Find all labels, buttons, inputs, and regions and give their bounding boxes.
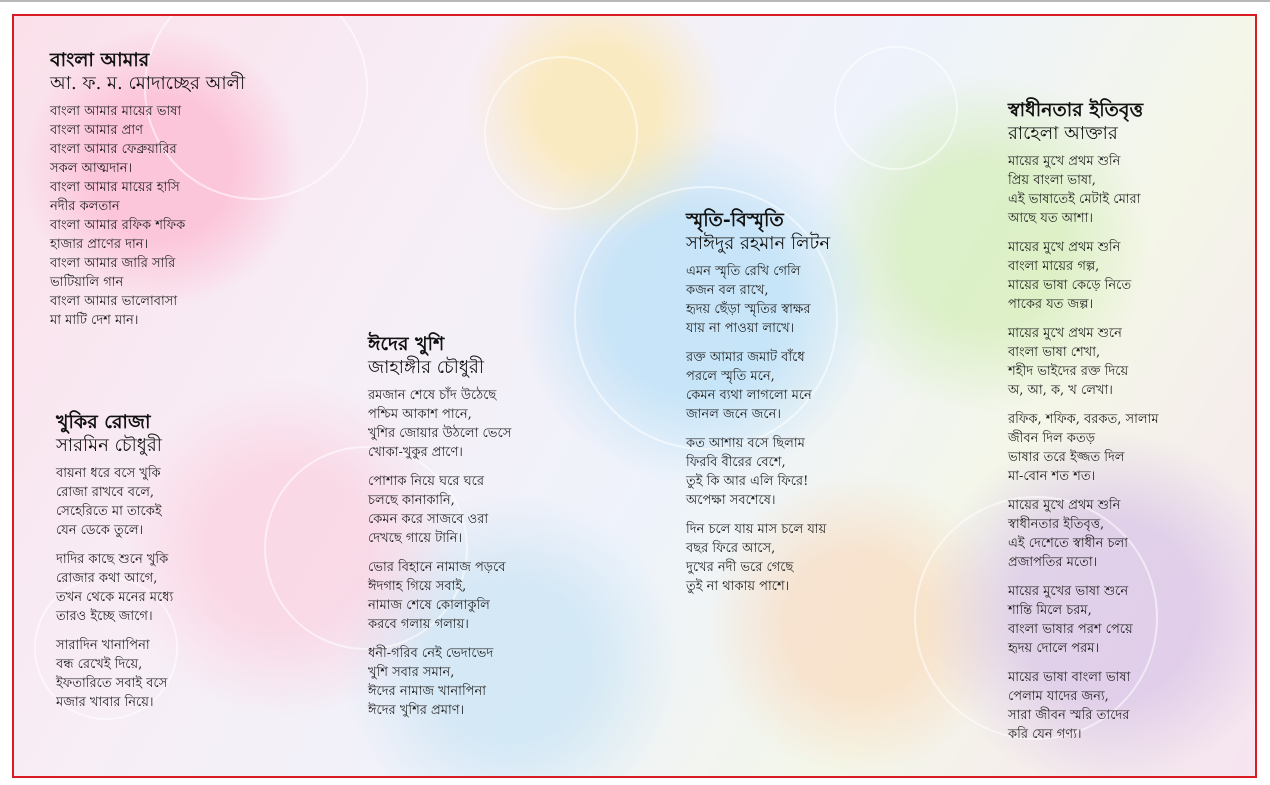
stanza — [368, 644, 511, 720]
stanza — [50, 102, 245, 330]
poem-line: মায়ের মুখের ভাষা শুনে — [1008, 584, 1129, 599]
poem-line: পাকের যত জল্প। — [1008, 297, 1094, 312]
poem-line: সকল আত্মদান। — [50, 161, 133, 176]
poem-line: ভাষার তরে ইজ্জত দিল — [1008, 450, 1125, 465]
poem-line: ভোর বিহানে নামাজ পড়বে — [368, 560, 506, 575]
poem-line: ঈদগাহ গিয়ে সবাই, — [368, 579, 467, 594]
poem-line: রক্ত আমার জমাট বাঁধে — [686, 350, 805, 365]
poem-line: ধনী-গরিব নেই ভেদাভেদ — [368, 646, 494, 661]
poem-line: যায় না পাওয়া লাখে। — [686, 321, 795, 336]
poem-line: বাংলা আমার রফিক শফিক — [50, 218, 186, 233]
poem-line: ভাটিয়ালি গান — [50, 275, 124, 290]
poem-line: রোজার কথা আগে, — [56, 571, 158, 586]
poem-line: মজার খাবার নিয়ে। — [56, 695, 154, 710]
poem-title: স্মৃতি-বিস্মৃতি — [686, 209, 784, 231]
stanza — [686, 262, 830, 338]
poem-author: আ. ফ. ম. মোদাচ্ছের আলী — [50, 73, 246, 94]
poem-line: মায়ের মুখে প্রথম শুনি — [1008, 498, 1121, 513]
poem-swadhinatar-itibritto — [1008, 98, 1159, 754]
poem-line: স্বাধীনতার ইতিবৃত্ত, — [1008, 517, 1105, 532]
stanza — [1008, 496, 1159, 572]
poem-line: বাংলা আমার জারি সারি — [50, 256, 176, 271]
poem-title: স্বাধীনতার ইতিবৃত্ত — [1008, 99, 1144, 121]
poem-line: বাংলা আমার মায়ের হাসি — [50, 180, 180, 195]
top-rule — [0, 0, 1270, 2]
poem-author: জাহাঙ্গীর চৌধুরী — [368, 357, 485, 378]
poem-title: বাংলা আমার — [50, 49, 150, 71]
poem-line: তুই না থাকায় পাশে। — [686, 579, 790, 594]
poem-title: খুকির রোজা — [56, 411, 151, 433]
poem-stanzas — [1008, 152, 1159, 744]
poem-line: রমজান শেষে চাঁদ উঠেছে — [368, 388, 497, 403]
stanza — [1008, 410, 1159, 486]
poem-line: বাংলা মায়ের গল্প, — [1008, 259, 1100, 274]
poem-line: রোজা রাখবে বলে, — [56, 485, 155, 500]
poem-line: সারা জীবন স্মরি তাদের — [1008, 708, 1130, 723]
stanza — [686, 434, 830, 510]
poem-line: চলছে কানাকানি, — [368, 493, 455, 508]
poem-line: দাদির কাছে শুনে খুকি — [56, 552, 169, 567]
stanza — [686, 348, 830, 424]
poem-line: তারও ইচ্ছে জাগে। — [56, 609, 153, 624]
poem-line: এই ভাষাতেই মেটাই মোরা — [1008, 192, 1141, 207]
poem-line: যেন ডেকে তুলে। — [56, 523, 144, 538]
poem-line: মায়ের মুখে প্রথম শুনি — [1008, 154, 1121, 169]
poem-line: বাংলা ভাষা শেখা, — [1008, 345, 1101, 360]
poem-line: রফিক, শফিক, বরকত, সালাম — [1008, 412, 1159, 427]
poem-stanzas — [56, 464, 173, 712]
poem-line: মায়ের ভাষা বাংলা ভাষা — [1008, 670, 1131, 685]
poem-line: বাংলা আমার প্রাণ — [50, 123, 143, 138]
poem-bangla-amar — [50, 48, 245, 340]
poem-line: হাজার প্রাণের দান। — [50, 237, 149, 252]
poem-line: দিন চলে যায় মাস চলে যায় — [686, 522, 827, 537]
poem-khukir-roja — [56, 410, 173, 722]
poem-stanzas — [686, 262, 830, 596]
poem-line: কত আশায় বসে ছিলাম — [686, 436, 805, 451]
poem-line: ঈদের নামাজ খানাপিনা — [368, 684, 487, 699]
poem-line: অ, আ, ক, খ লেখা। — [1008, 383, 1113, 398]
poem-line: প্রিয় বাংলা ভাষা, — [1008, 173, 1096, 188]
poem-line: মা-বোন শত শত। — [1008, 469, 1096, 484]
stanza — [368, 558, 511, 634]
poem-line: সেহেরিতে মা তাকেই — [56, 504, 162, 519]
poem-line: হৃদয় ছেঁড়া স্মৃতির স্বাক্ষর — [686, 302, 811, 317]
stanza — [56, 550, 173, 626]
stanza — [686, 520, 830, 596]
stanza — [1008, 668, 1159, 744]
poem-stanzas — [50, 102, 245, 330]
poem-line: খোকা-খুকুর প্রাণে। — [368, 445, 463, 460]
poem-line: নামাজ শেষে কোলাকুলি — [368, 598, 490, 613]
poem-line: দেখছে গায়ে টানি। — [368, 531, 463, 546]
stanza — [368, 472, 511, 548]
poem-line: পরলে স্মৃতি মনে, — [686, 369, 775, 384]
poem-line: শান্তি মিলে চরম, — [1008, 603, 1092, 618]
stanza — [368, 386, 511, 462]
poem-line: খুশি সবার সমান, — [368, 665, 455, 680]
stanza — [1008, 238, 1159, 314]
poem-line: ফিরবি বীরের বেশে, — [686, 455, 786, 470]
poem-line: শহীদ ভাইদের রক্ত দিয়ে — [1008, 364, 1129, 379]
poem-line: করি যেন গণ্য। — [1008, 727, 1082, 742]
poem-line: অপেক্ষা সবশেষে। — [686, 493, 776, 508]
poem-line: বছর ফিরে আসে, — [686, 541, 776, 556]
poem-line: মায়ের ভাষা কেড়ে নিতে — [1008, 278, 1132, 293]
poem-line: জানল জনে জনে। — [686, 407, 781, 422]
decor-bubble — [834, 46, 958, 170]
poem-line: নদীর কলতান — [50, 199, 120, 214]
poem-line: হৃদয় দোলে পরম। — [1008, 641, 1100, 656]
poem-stanzas — [368, 386, 511, 720]
poem-smriti-bismriti — [686, 208, 830, 606]
poem-line: ইফতারিতে সবাই বসে — [56, 676, 168, 691]
poem-line: সারাদিন খানাপিনা — [56, 638, 150, 653]
poem-line: কেমন করে সাজবে ওরা — [368, 512, 489, 527]
poem-line: দুখের নদী ভরে গেছে — [686, 560, 794, 575]
stanza — [1008, 324, 1159, 400]
decor-bubble — [484, 56, 638, 210]
poem-author: রাহেলা আক্তার — [1008, 123, 1118, 144]
poem-line: খুশির জোয়ার উঠলো ভেসে — [368, 426, 512, 441]
poem-line: বায়না ধরে বসে খুকি — [56, 466, 161, 481]
poem-line: পশ্চিম আকাশ পানে, — [368, 407, 472, 422]
poem-line: পেলাম যাদের জন্য, — [1008, 689, 1109, 704]
poem-line: মায়ের মুখে প্রথম শুনি — [1008, 240, 1121, 255]
poem-line: বাংলা ভাষার পরশ পেয়ে — [1008, 622, 1133, 637]
poem-line: এমন স্মৃতি রেখি গেলি — [686, 264, 801, 279]
poem-line: আছে যত আশা। — [1008, 211, 1094, 226]
stanza — [56, 464, 173, 540]
poem-line: তখন থেকে মনের মধ্যে — [56, 590, 174, 605]
poem-line: প্রজাপতির মতো। — [1008, 555, 1098, 570]
poem-title: ঈদের খুশি — [368, 333, 445, 355]
poem-line: জীবন দিল কতড় — [1008, 431, 1095, 446]
poem-line: তুই কি আর এলি ফিরে! — [686, 474, 809, 489]
poem-author: সারমিন চৌধুরী — [56, 435, 162, 456]
poem-line: এই দেশেতে স্বাধীন চলা — [1008, 536, 1128, 551]
poem-line: বাংলা আমার ফেব্রুয়ারির — [50, 142, 177, 157]
poem-line: বাংলা আমার ভালোবাসা — [50, 294, 178, 309]
poem-line: পোশাক নিয়ে ঘরে ঘরে — [368, 474, 484, 489]
poem-line: করবে গলায় গলায়। — [368, 617, 469, 632]
poem-line: কজন বল রাখে, — [686, 283, 769, 298]
stanza — [1008, 152, 1159, 228]
poem-author: সাঈদুর রহমান লিটন — [686, 233, 831, 254]
stanza — [56, 636, 173, 712]
poem-line: মা মাটি দেশ মান। — [50, 313, 139, 328]
poem-line: কেমন ব্যথা লাগলো মনে — [686, 388, 812, 403]
poem-line: মায়ের মুখে প্রথম শুনে — [1008, 326, 1122, 341]
stanza — [1008, 582, 1159, 658]
poem-line: বন্ধ রেখেই দিয়ে, — [56, 657, 143, 672]
poem-line: বাংলা আমার মায়ের ভাষা — [50, 104, 182, 119]
poem-eider-khushi — [368, 332, 511, 730]
page-frame — [12, 14, 1257, 778]
poem-line: ঈদের খুশির প্রমাণ। — [368, 703, 465, 718]
